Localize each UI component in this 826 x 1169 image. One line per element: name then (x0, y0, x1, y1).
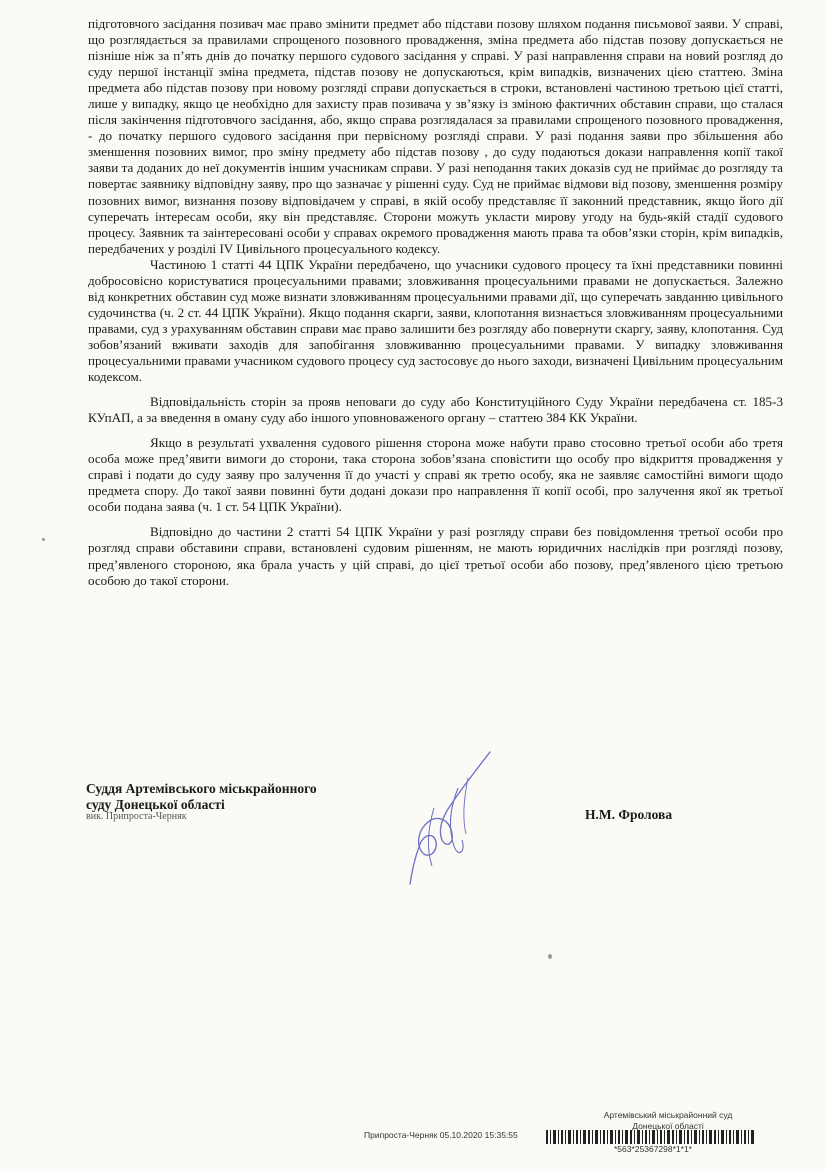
paragraph-3: Відповідальність сторін за прояв неповаги до суду або Конституційного Суду України передбачена ст. 185-3 КУпАП, а за введення в оману суду або іншого уповноваженого органу – статтею 384 КК України. (88, 394, 783, 426)
judge-title-line-2: суду Донецької області (86, 797, 225, 812)
barcode-number: *563*25367298*1*1* (614, 1144, 692, 1154)
barcode-icon (546, 1130, 756, 1144)
document-body (88, 16, 783, 589)
court-stamp-line-2: Донецької області (632, 1121, 704, 1131)
judge-title-line-1: Суддя Артемівського міськрайонного (86, 781, 317, 796)
paper-speck (548, 954, 552, 959)
paragraph-5: Відповідно до частини 2 статті 54 ЦПК України у разі розгляду справи без повідомлення третьої особи про розгляд справи обставини справи, встановлені судовим рішенням, не мають юридичних наслідків при розгляді позову, пред’явленого стороною, яка брала участь у цій справі, до цієї третьої особи або позову, пред’явленого цією третьою особою до такої сторони. (88, 524, 783, 588)
paragraph-2: Частиною 1 статті 44 ЦПК України передбачено, що учасники судового процесу та їхні представники повинні добросовісно користуватися процесуальними правами; зловживання процесуальними правами не допускається. Залежно від конкретних обставин суд може визнати зловживанням процесуальними правами дії, що суперечать завданню цивільного судочинства (ч. 2 ст. 44 ЦПК України). Якщо подання скарги, заяви, клопотання визнається зловживанням процесуальними правами, суд з урахуванням обставин справи має право залишити без розгляду або повернути скаргу, заяву, клопотання. Суд зобов’язаний вживати заходів для запобігання зловживанню процесуальними правами. У випадку зловживання процесуальними правами учасником судового процесу суд застосовує до нього заходи, визначені Цивільним процесуальним кодексом. (88, 256, 783, 385)
judge-title (86, 781, 317, 813)
judge-name: Н.М. Фролова (585, 807, 673, 822)
executor-note: вик. Припроста-Черняк (86, 811, 187, 822)
paper-speck (42, 538, 45, 541)
paragraph-4: Якщо в результаті ухвалення судового рішення сторона може набути право стосовно третьої особи або третя особа може пред’явити вимоги до сторони, така сторона зобов’язана сповістити що особу про відкриття провадження у справі і подати до суду заяву про залучення її до участі у справі як третю особу, яка не заявляє самостійні вимоги щодо предмета спору. До такої заяви повинні бути додані докази про направлення її копії особі, про залучення якої як третьої особи подана заява (ч. 1 ст. 54 ЦПК України). (88, 435, 783, 515)
court-stamp (588, 1110, 748, 1121)
handwritten-signature (398, 748, 498, 888)
stamp-line-1: Артемівський міськрайонний суд (603, 1110, 733, 1120)
paragraph-1: підготовчого засідання позивач має право змінити предмет або підстави позову шляхом подання письмової заяви. У справі, що розглядається за правилами спрощеного позовного провадження, зміна предмета або підстав позову допускається не пізніше ніж за п’ять днів до початку першого судового засідання у справі. У разі направлення справи на новий розгляд до суду першої інстанції зміна предмета, підстав позову не допускаються, крім випадків, визначених цією статтею. Зміна предмета або підстав позову при новому розгляді справи допускається в строки, встановлені частиною третьою цієї статті, лише у випадку, якщо це необхідно для захисту прав позивача у зв’язку із зміною фактичних обставин справи, що сталася після закінчення підготовчого засідання, або, якщо справа розглядалася за правилами спрощеного позовного провадження, - до початку першого судового засідання при первісному розгляді справи. У разі подання заяви про збільшення або зменшення позовних вимог, про зміну предмету або підстав позову , до суду подаються докази направлення копії такої заяви та доданих до неї документів іншим учасникам справи. У разі неподання таких доказів суд не приймає до розгляду та повертає заявнику відповідну заяву, про що зазначає у рішенні суду. Суд не приймає відмови від позову, зменшення розміру позовних вимог, визнання позову відповідачем у справі, в якій особу представляє її законний представник, якщо його дії суперечать інтересам особи, яку він представляє. Сторони можуть укласти мирову угоду на будь-якій стадії судового процесу. Заявник та заінтересовані особи у справах окремого провадження мають права та обов’язки сторін, крім випадків, передбачених у розділі IV Цивільного процесуального кодексу. (88, 16, 783, 256)
author-timestamp: Припроста-Черняк 05.10.2020 15:35:55 (364, 1130, 518, 1140)
